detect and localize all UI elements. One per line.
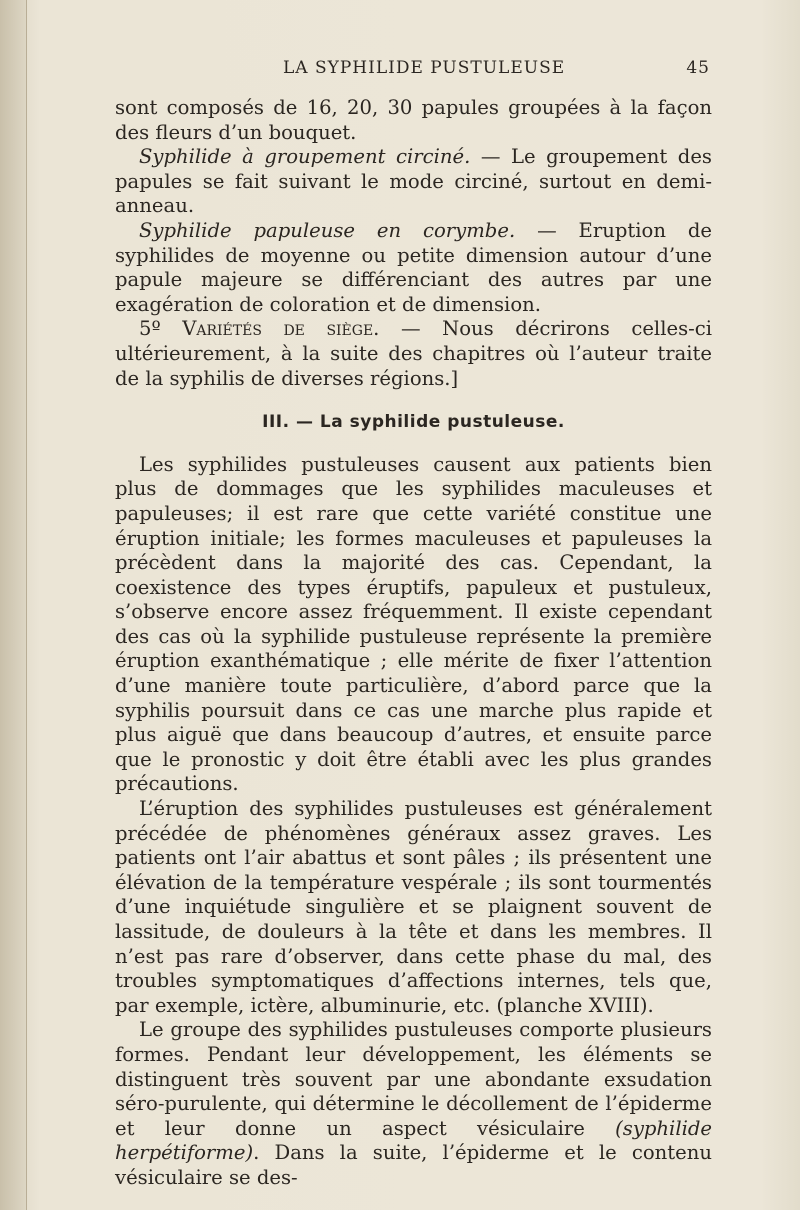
paragraph: Syphilide papuleuse en corymbe. — Eruption de syphilides de moyenne ou petite dimension autour d’une papule majeure se différenciant des autres par une exagération de coloration et de dimension. (115, 218, 712, 316)
paragraph: Le groupe des syphilides pustuleuses comporte plusieurs formes. Pendant leur développement, les éléments se distinguent très souvent par une abondante exsudation séro-purulente, qui détermine le décollement de l’épiderme et leur donne un aspect vésiculaire (syphilide herpétiforme). Dans la suite, l’épiderme et le contenu vésiculaire se des- (115, 1018, 712, 1189)
paragraph: 5º Variétés de siège. — Nous décrirons celles-ci ultérieurement, à la suite des chapitres où l’auteur traite de la syphilis de diverses régions.] (115, 317, 712, 390)
page-number: 45 (686, 58, 710, 78)
section-heading: III. — La syphilide pustuleuse. (262, 412, 565, 433)
running-title: LA SYPHILIDE PUSTULEUSE (283, 58, 566, 78)
subheading-italic: Syphilide papuleuse en corymbe. (139, 218, 516, 242)
body-text (115, 96, 712, 1191)
paragraph: sont composés de 16, 20, 30 papules groupées à la façon des fleurs d’un bouquet. (115, 96, 712, 144)
italic-term: (syphilide herpétiforme) (115, 1116, 712, 1165)
paragraph: L’éruption des syphilides pustuleuses est généralement précédée de phénomènes généraux assez graves. Les patients ont l’air abattus et sont pâles ; ils présentent une élévation de la température vespérale ; ils sont tourmentés d’une inquiétude singulière et se plaignent souvent de lassitude, de douleurs à la tête et dans les membres. Il n’est pas rare d’observer, dans cette phase du mal, des troubles symptomatiques d’affections internes, tels que, par exemple, ictère, albuminurie, etc. (planche XVIII). (115, 797, 712, 1017)
book-spine (0, 0, 27, 1210)
subheading-italic: Syphilide à groupement circiné. (139, 145, 471, 169)
paragraph: Syphilide à groupement circiné. — Le groupement des papules se fait suivant le mode circiné, surtout en demi-anneau. (115, 145, 712, 218)
subheading-smallcaps: Variétés de siège. (182, 317, 380, 341)
running-header (115, 58, 710, 84)
paragraph: Les syphilides pustuleuses causent aux patients bien plus de dommages que les syphilides maculeuses et papuleuses; il est rare que cette variété constitue une éruption initiale; les formes maculeuses et papuleuses la précèdent dans la majorité des cas. Cependant, la coexistence des types éruptifs, papuleux et pustuleux, s’observe encore assez fréquemment. Il existe cependant des cas où la syphilide pustuleuse représente la première éruption exanthématique ; elle mérite de fixer l’attention d’une manière toute particulière, d’abord parce que la syphilis poursuit dans ce cas une marche plus rapide et plus aiguë que dans beaucoup d’autres, et ensuite parce que le pronostic y doit être établi avec les plus grandes précautions. (115, 452, 712, 796)
